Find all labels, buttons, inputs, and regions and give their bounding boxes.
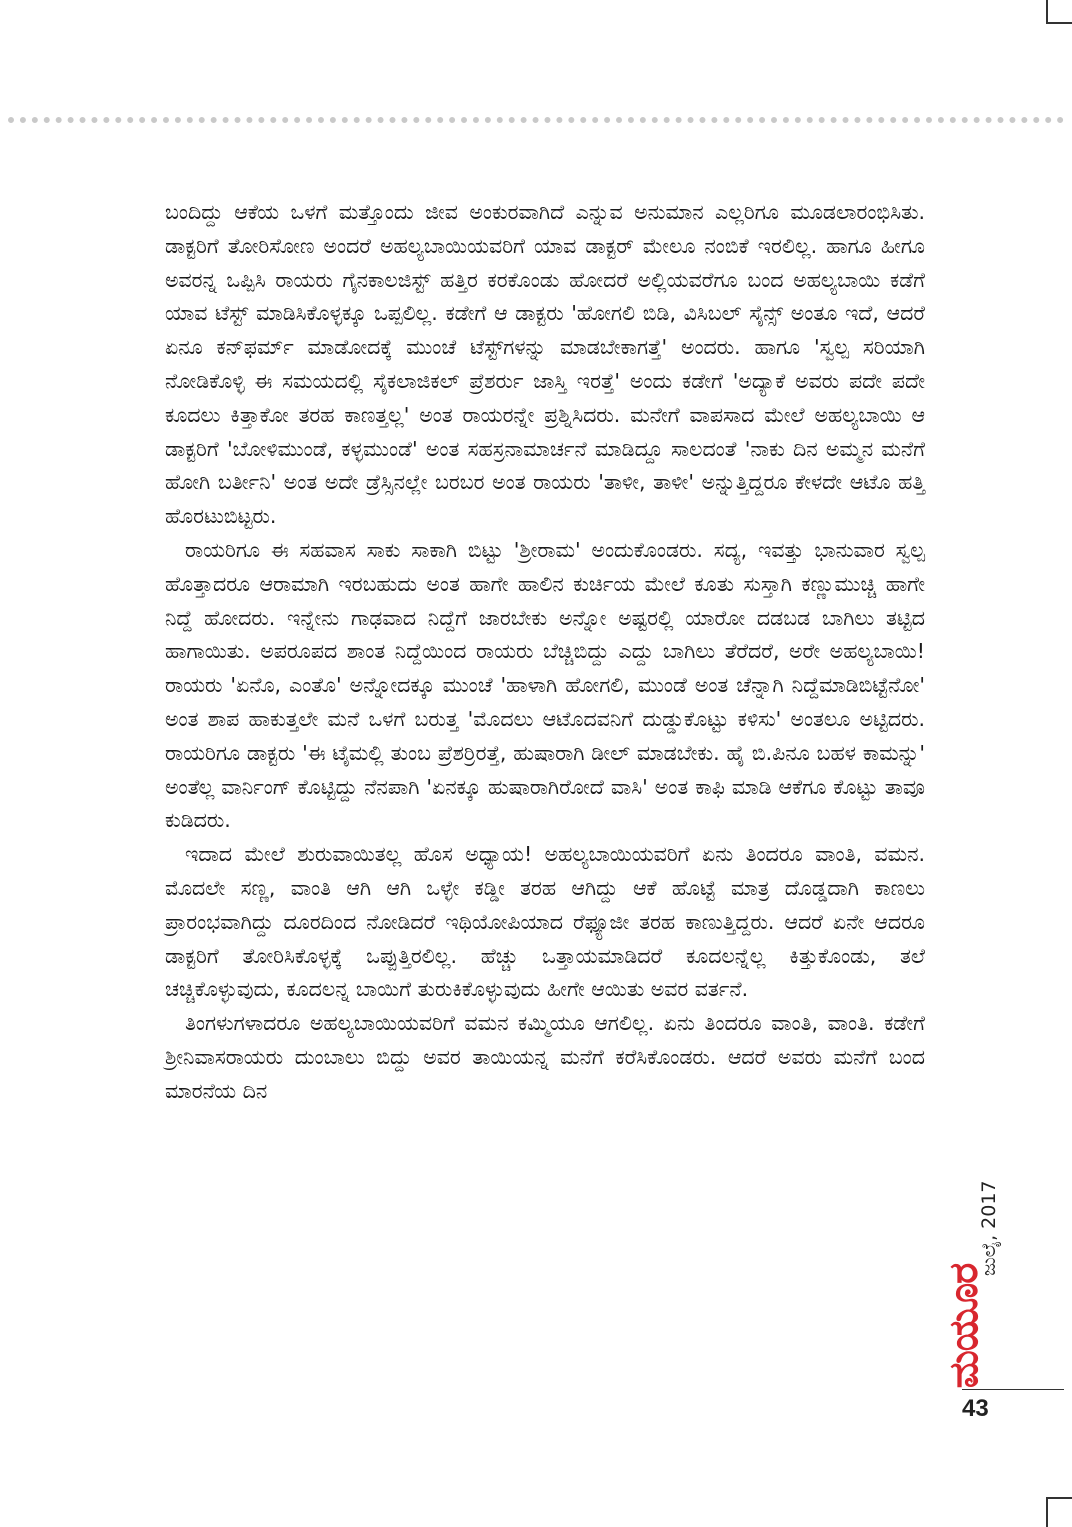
issue-date: ಜುಲೈ, 2017 bbox=[978, 1180, 1000, 1276]
dotted-rule bbox=[8, 117, 1064, 123]
page-number-rule bbox=[962, 1389, 1064, 1390]
article-body bbox=[165, 196, 925, 1109]
magazine-logo: ಮಯೂರ bbox=[941, 1263, 987, 1389]
paragraph-2: ರಾಯರಿಗೂ ಈ ಸಹವಾಸ ಸಾಕು ಸಾಕಾಗಿ ಬಿಟ್ಟು 'ಶ್ರೀರಾಮ' ಅಂದುಕೊಂಡರು. ಸದ್ಯ, ಇವತ್ತು ಭಾನುವಾರ ಸ್ವಲ್ಪ ಹೊತ್ತಾದರೂ ಆರಾಮಾಗಿ ಇರಬಹುದು ಅಂತ ಹಾಗೇ ಹಾಲಿನ ಕುರ್ಚಿಯ ಮೇಲೆ ಕೂತು ಸುಸ್ತಾಗಿ ಕಣ್ಣುಮುಚ್ಚಿ ಹಾಗೇ ನಿದ್ದೆ ಹೋದರು. ಇನ್ನೇನು ಗಾಢವಾದ ನಿದ್ದೆಗೆ ಜಾರಬೇಕು ಅನ್ನೋ ಅಷ್ಟರಲ್ಲಿ ಯಾರೋ ದಡಬಡ ಬಾಗಿಲು ತಟ್ಟಿದ ಹಾಗಾಯಿತು. ಅಪರೂಪದ ಶಾಂತ ನಿದ್ದೆಯಿಂದ ರಾಯರು ಬೆಚ್ಚಿಬಿದ್ದು ಎದ್ದು ಬಾಗಿಲು ತೆರೆದರೆ, ಅರೇ ಅಹಲ್ಯಬಾಯಿ! ರಾಯರು 'ಏನೊ, ಎಂತೊ' ಅನ್ನೋದಕ್ಕೂ ಮುಂಚೆ 'ಹಾಳಾಗಿ ಹೋಗಲಿ, ಮುಂಡೆ ಅಂತ ಚೆನ್ನಾಗಿ ನಿದ್ದೆಮಾಡಿಬಿಟ್ಟೆನೋ' ಅಂತ ಶಾಪ ಹಾಕುತ್ತಲೇ ಮನೆ ಒಳಗೆ ಬರುತ್ತ 'ಮೊದಲು ಆಟೊದವನಿಗೆ ದುಡ್ಡುಕೊಟ್ಟು ಕಳಿಸು' ಅಂತಲೂ ಅಟ್ಟಿದರು. ರಾಯರಿಗೂ ಡಾಕ್ಟರು 'ಈ ಟೈಮಲ್ಲಿ ತುಂಬ ಪ್ರೆಶರ್ರಿರತ್ತೆ, ಹುಷಾರಾಗಿ ಡೀಲ್ ಮಾಡಬೇಕು. ಹೈ ಬಿ.ಪಿನೂ ಬಹಳ ಕಾಮನ್ನು' ಅಂತೆಲ್ಲ ವಾರ್ನಿಂಗ್ ಕೊಟ್ಟಿದ್ದು ನೆನಪಾಗಿ 'ಏನಕ್ಕೂ ಹುಷಾರಾಗಿರೋದೆ ವಾಸಿ' ಅಂತ ಕಾಫಿ ಮಾಡಿ ಆಕೆಗೂ ಕೊಟ್ಟು ತಾವೂ ಕುಡಿದರು. bbox=[165, 537, 925, 833]
page-number: 43 bbox=[962, 1395, 989, 1422]
paragraph-4: ತಿಂಗಳುಗಳಾದರೂ ಅಹಲ್ಯಬಾಯಿಯವರಿಗೆ ವಮನ ಕಮ್ಮಿಯೂ ಆಗಲಿಲ್ಲ. ಏನು ತಿಂದರೂ ವಾಂತಿ, ವಾಂತಿ. ಕಡೇಗೆ ಶ್ರೀನಿವಾಸರಾಯರು ದುಂಬಾಲು ಬಿದ್ದು ಅವರ ತಾಯಿಯನ್ನ ಮನೆಗೆ ಕರೆಸಿಕೊಂಡರು. ಆದರೆ ಅವರು ಮನೆಗೆ ಬಂದ ಮಾರನೆಯ ದಿನ bbox=[165, 1011, 925, 1103]
paragraph-1: ಬಂದಿದ್ದು ಆಕೆಯ ಒಳಗೆ ಮತ್ತೊಂದು ಜೀವ ಅಂಕುರವಾಗಿದೆ ಎನ್ನುವ ಅನುಮಾನ ಎಲ್ಲರಿಗೂ ಮೂಡಲಾರಂಭಿಸಿತು. ಡಾಕ್ಟರಿಗೆ ತೋರಿಸೋಣ ಅಂದರೆ ಅಹಲ್ಯಬಾಯಿಯವರಿಗೆ ಯಾವ ಡಾಕ್ಟರ್ ಮೇಲೂ ನಂಬಿಕೆ ಇರಲಿಲ್ಲ. ಹಾಗೂ ಹೀಗೂ ಅವರನ್ನ ಒಪ್ಪಿಸಿ ರಾಯರು ಗೈನಕಾಲಜಿಸ್ಟ್ ಹತ್ತಿರ ಕರಕೊಂಡು ಹೋದರೆ ಅಲ್ಲಿಯವರೆಗೂ ಬಂದ ಅಹಲ್ಯಬಾಯಿ ಕಡೆಗೆ ಯಾವ ಟೆಸ್ಟ್ ಮಾಡಿಸಿಕೊಳ್ಳಕ್ಕೂ ಒಪ್ಪಲಿಲ್ಲ. ಕಡೇಗೆ ಆ ಡಾಕ್ಟರು 'ಹೋಗಲಿ ಬಿಡಿ, ವಿಸಿಬಲ್ ಸೈನ್ಸ್ ಅಂತೂ ಇದೆ, ಆದರೆ ಏನೂ ಕನ್‌ಫರ್ಮ್ ಮಾಡೋದಕ್ಕೆ ಮುಂಚೆ ಟೆಸ್ಟ್‌ಗಳನ್ನು ಮಾಡಬೇಕಾಗತ್ತೆ' ಅಂದರು. ಹಾಗೂ 'ಸ್ವಲ್ಪ ಸರಿಯಾಗಿ ನೋಡಿಕೊಳ್ಳಿ ಈ ಸಮಯದಲ್ಲಿ ಸೈಕಲಾಜಿಕಲ್ ಪ್ರೆಶರ್ರು ಜಾಸ್ತಿ ಇರತ್ತೆ' ಅಂದು ಕಡೇಗೆ 'ಅದ್ಯಾಕೆ ಅವರು ಪದೇ ಪದೇ ಕೂದಲು ಕಿತ್ತಾಕೋ ತರಹ ಕಾಣತ್ತಲ್ಲ' ಅಂತ ರಾಯರನ್ನೇ ಪ್ರಶ್ನಿಸಿದರು. ಮನೇಗೆ ವಾಪಸಾದ ಮೇಲೆ ಅಹಲ್ಯಬಾಯಿ ಆ ಡಾಕ್ಟರಿಗೆ 'ಬೋಳಿಮುಂಡೆ, ಕಳ್ಳಮುಂಡೆ' ಅಂತ ಸಹಸ್ರನಾಮಾರ್ಚನೆ ಮಾಡಿದ್ದೂ ಸಾಲದಂತೆ 'ನಾಕು ದಿನ ಅಮ್ಮನ ಮನೆಗೆ ಹೋಗಿ ಬರ್ತೀನಿ' ಅಂತ ಅದೇ ಡ್ರೆಸ್ಸಿನಲ್ಲೇ ಬರಬರ ಅಂತ ರಾಯರು 'ತಾಳೀ, ತಾಳೀ' ಅನ್ನುತ್ತಿದ್ದರೂ ಕೇಳದೇ ಆಟೊ ಹತ್ತಿ ಹೊರಟುಬಿಟ್ಟರು. bbox=[165, 200, 925, 529]
crop-mark-top bbox=[1046, 0, 1072, 24]
paragraph-3: ಇದಾದ ಮೇಲೆ ಶುರುವಾಯಿತಲ್ಲ ಹೊಸ ಅಧ್ಯಾಯ! ಅಹಲ್ಯಬಾಯಿಯವರಿಗೆ ಏನು ತಿಂದರೂ ವಾಂತಿ, ವಮನ. ಮೊದಲೇ ಸಣ್ಣ, ವಾಂತಿ ಆಗಿ ಆಗಿ ಒಳ್ಳೇ ಕಡ್ಡೀ ತರಹ ಆಗಿದ್ದು ಆಕೆ ಹೊಟ್ಟೆ ಮಾತ್ರ ದೊಡ್ಡದಾಗಿ ಕಾಣಲು ಪ್ರಾರಂಭವಾಗಿದ್ದು ದೂರದಿಂದ ನೋಡಿದರೆ ಇಥಿಯೋಪಿಯಾದ ರೆಫ್ಯೂಜೀ ತರಹ ಕಾಣುತ್ತಿದ್ದರು. ಆದರೆ ಏನೇ ಆದರೂ ಡಾಕ್ಟರಿಗೆ ತೋರಿಸಿಕೊಳ್ಳಕ್ಕೆ ಒಪ್ಪುತ್ತಿರಲಿಲ್ಲ. ಹೆಚ್ಚು ಒತ್ತಾಯಮಾಡಿದರೆ ಕೂದಲನ್ನೆಲ್ಲ ಕಿತ್ತುಕೊಂಡು, ತಲೆ ಚಚ್ಚಿಕೊಳ್ಳುವುದು, ಕೂದಲನ್ನ ಬಾಯಿಗೆ ತುರುಕಿಕೊಳ್ಳುವುದು ಹೀಗೇ ಆಯಿತು ಅವರ ವರ್ತನೆ. bbox=[165, 842, 925, 1002]
crop-mark-bottom bbox=[1046, 1497, 1072, 1527]
